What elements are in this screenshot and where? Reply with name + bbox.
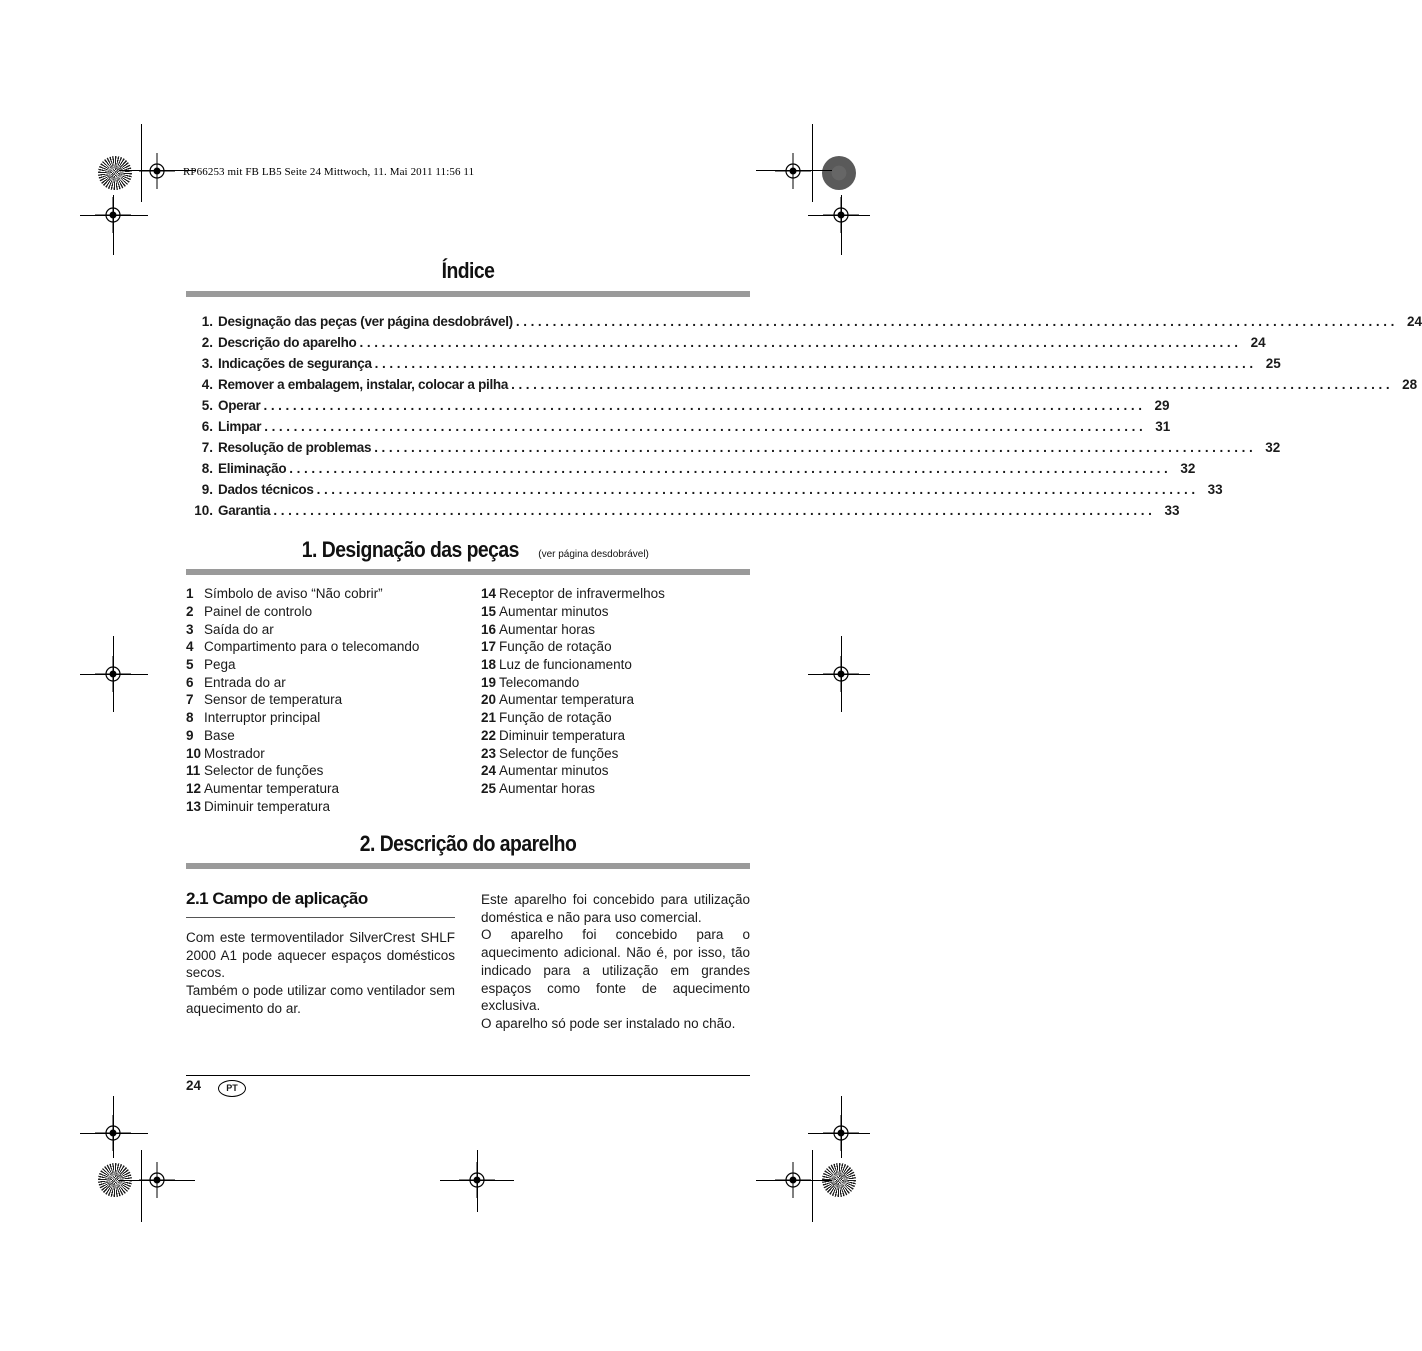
part-item [481,673,751,691]
print-slug: RP66253 mit FB LB5 Seite 24 Mittwoch, 11. Mai 2011 11:56 11 [183,166,475,178]
registration-mark-icon [773,1160,813,1200]
part-item [186,709,476,727]
paragraph: Também o pode utilizar como ventilador sem aquecimento do ar. [186,983,455,1016]
toc-leader-dots: ........................................................................................................................ [263,398,1146,413]
registration-mark-icon [137,1160,177,1200]
part-item [186,603,476,621]
paragraph: Este aparelho foi concebido para utilização doméstica e não para uso comercial. [481,892,750,925]
toc-item-title: Descrição do aparelho [218,335,357,350]
part-number: 25 [481,780,497,796]
registration-mark-icon [457,1160,497,1200]
part-number: 20 [481,692,497,708]
part-label: Pega [204,657,236,673]
part-number: 2 [186,604,194,620]
toc-item-page: 32 [1180,461,1196,476]
part-number: 21 [481,710,497,726]
part-number: 23 [481,745,497,761]
toc-leader-dots: ........................................................................................................................ [515,314,1398,329]
toc-item[interactable] [186,374,1418,395]
toc-item-page: 24 [1406,314,1422,329]
toc-item-number: 4. [201,377,213,392]
part-label: Interruptor principal [204,710,321,726]
registration-mark-icon [821,1113,861,1153]
toc-leader-dots: ........................................................................................................................ [289,461,1172,476]
toc-item-page: 28 [1402,377,1418,392]
parts-list-left [186,585,476,815]
part-label: Saída do ar [204,621,274,637]
part-item [186,585,476,603]
toc-title: Índice [441,258,495,283]
part-item [481,780,751,798]
toc-item-page: 33 [1207,482,1223,497]
toc-item-number: 2. [201,335,213,350]
part-number: 15 [481,604,497,620]
part-item [186,656,476,674]
toc-item-number: 1. [201,314,213,329]
toc-item-page: 32 [1265,440,1281,455]
part-number: 9 [186,727,194,743]
registration-mark-icon [93,1113,133,1153]
toc-leader-dots: ........................................................................................................................ [359,335,1242,350]
part-number: 16 [481,621,497,637]
toc-item-number: 10. [194,503,213,518]
toc-item-number: 3. [201,356,213,371]
part-label: Aumentar minutos [499,604,609,620]
part-number: 22 [481,727,497,743]
part-number: 24 [481,763,497,779]
section1-note: (ver página desdobrável) [538,549,649,560]
toc-item-title: Indicações de segurança [218,356,372,371]
part-label: Compartimento para o telecomando [204,639,420,655]
toc-heading [186,258,750,284]
part-item [186,727,476,745]
part-item [481,762,751,780]
section2-title: 2. Descrição do aparelho [359,831,577,856]
toc-item[interactable] [186,437,1281,458]
toc-item[interactable] [186,500,1180,521]
part-label: Selector de funções [499,745,619,761]
toc-item-page: 25 [1265,356,1281,371]
part-label: Aumentar temperatura [499,692,635,708]
toc-item-page: 29 [1154,398,1170,413]
part-item [186,673,476,691]
part-label: Aumentar horas [499,621,596,637]
toc-item-title: Remover a embalagem, instalar, colocar a pilha [218,377,509,392]
right-column-text [481,891,750,1033]
paragraph: O aparelho foi concebido para o aquecimento adicional. Não é, por isso, tão indicado para a utilização em grandes espaços como fonte de aquecimento exclusiva. [481,927,750,1014]
toc-item[interactable] [186,311,1422,332]
toc-item-page: 24 [1250,335,1266,350]
registration-mark-icon [93,654,133,694]
section1-title: 1. Designação das peças [301,537,519,562]
part-item [186,762,476,780]
toc-item[interactable] [186,458,1196,479]
toc-leader-dots: ........................................................................................................................ [316,482,1199,497]
part-label: Diminuir temperatura [204,798,331,814]
part-label: Selector de funções [204,763,324,779]
registration-mark-icon [821,195,861,235]
part-label: Aumentar temperatura [204,780,340,796]
toc-item-number: 7. [201,440,213,455]
part-number: 10 [186,745,202,761]
part-number: 17 [481,639,497,655]
subsection-title: 2.1 Campo de aplicação [186,889,368,908]
language-badge: PT [218,1080,246,1097]
color-rosette-icon [822,156,856,190]
toc-item-title: Dados técnicos [218,482,314,497]
part-number: 11 [186,763,201,779]
part-item [481,620,751,638]
part-item [186,620,476,638]
paragraph: O aparelho só pode ser instalado no chão. [481,1015,736,1031]
part-label: Símbolo de aviso “Não cobrir” [204,586,383,602]
paragraph: Com este termoventilador SilverCrest SHLF 2000 A1 pode aquecer espaços domésticos secos. [186,930,455,981]
toc-item-title: Designação das peças (ver página desdobrável) [218,314,513,329]
heading-bar [186,863,750,869]
part-number: 7 [186,692,194,708]
toc-leader-dots: ........................................................................................................................ [374,356,1257,371]
part-item [481,603,751,621]
toc-item-number: 5. [201,398,213,413]
part-label: Entrada do ar [204,674,286,690]
toc-item[interactable] [186,479,1223,500]
toc-item[interactable] [186,416,1171,437]
part-item [186,744,476,762]
heading-bar [186,569,750,575]
part-number: 6 [186,674,194,690]
toc-item-number: 6. [201,419,213,434]
part-label: Aumentar minutos [499,763,609,779]
toc-item-title: Garantia [218,503,271,518]
part-number: 5 [186,657,194,673]
part-item [481,744,751,762]
toc-item-number: 9. [201,482,213,497]
part-number: 4 [186,639,194,655]
toc-item-number: 8. [201,461,213,476]
part-label: Telecomando [499,674,580,690]
part-number: 13 [186,798,202,814]
part-number: 3 [186,621,194,637]
part-number: 19 [481,674,497,690]
subsection-rule [186,917,455,918]
toc-item-page: 33 [1164,503,1180,518]
part-item [481,656,751,674]
toc-item-title: Limpar [218,419,262,434]
toc-item-title: Eliminação [218,461,287,476]
toc-leader-dots: ........................................................................................................................ [374,440,1257,455]
footer-rule [186,1075,750,1076]
registration-mark-icon [137,151,177,191]
part-number: 14 [481,586,497,602]
part-label: Base [204,727,235,743]
toc-leader-dots: ........................................................................................................................ [511,377,1394,392]
part-item [481,691,751,709]
section2-heading [186,831,750,857]
part-number: 1 [186,586,194,602]
part-label: Painel de controlo [204,604,313,620]
part-label: Receptor de infravermelhos [499,586,665,602]
toc-leader-dots: ........................................................................................................................ [273,503,1156,518]
part-label: Aumentar horas [499,780,596,796]
toc-leader-dots: ........................................................................................................................ [264,419,1147,434]
parts-list-right [481,585,751,797]
registration-mark-icon [93,195,133,235]
part-item [186,691,476,709]
registration-mark-icon [773,151,813,191]
part-label: Mostrador [204,745,265,761]
toc-item[interactable] [186,395,1170,416]
part-label: Função de rotação [499,710,612,726]
color-rosette-icon [98,156,132,190]
part-item [481,727,751,745]
toc-item[interactable] [186,332,1266,353]
part-number: 18 [481,657,497,673]
part-item [186,780,476,798]
part-label: Diminuir temperatura [499,727,626,743]
part-label: Função de rotação [499,639,612,655]
part-item [481,638,751,656]
heading-bar [186,291,750,297]
registration-mark-icon [821,654,861,694]
toc-item[interactable] [186,353,1281,374]
part-number: 8 [186,710,194,726]
part-number: 12 [186,780,202,796]
part-label: Sensor de temperatura [204,692,343,708]
section1-heading [186,537,750,563]
toc-item-page: 31 [1155,419,1171,434]
part-item [186,797,476,815]
toc-item-title: Operar [218,398,261,413]
table-of-contents [186,311,1422,521]
part-label: Luz de funcionamento [499,657,632,673]
part-item [481,585,751,603]
page-number: 24 [186,1078,202,1093]
toc-item-title: Resolução de problemas [218,440,372,455]
left-column-text [186,929,455,1018]
part-item [481,709,751,727]
part-item [186,638,476,656]
